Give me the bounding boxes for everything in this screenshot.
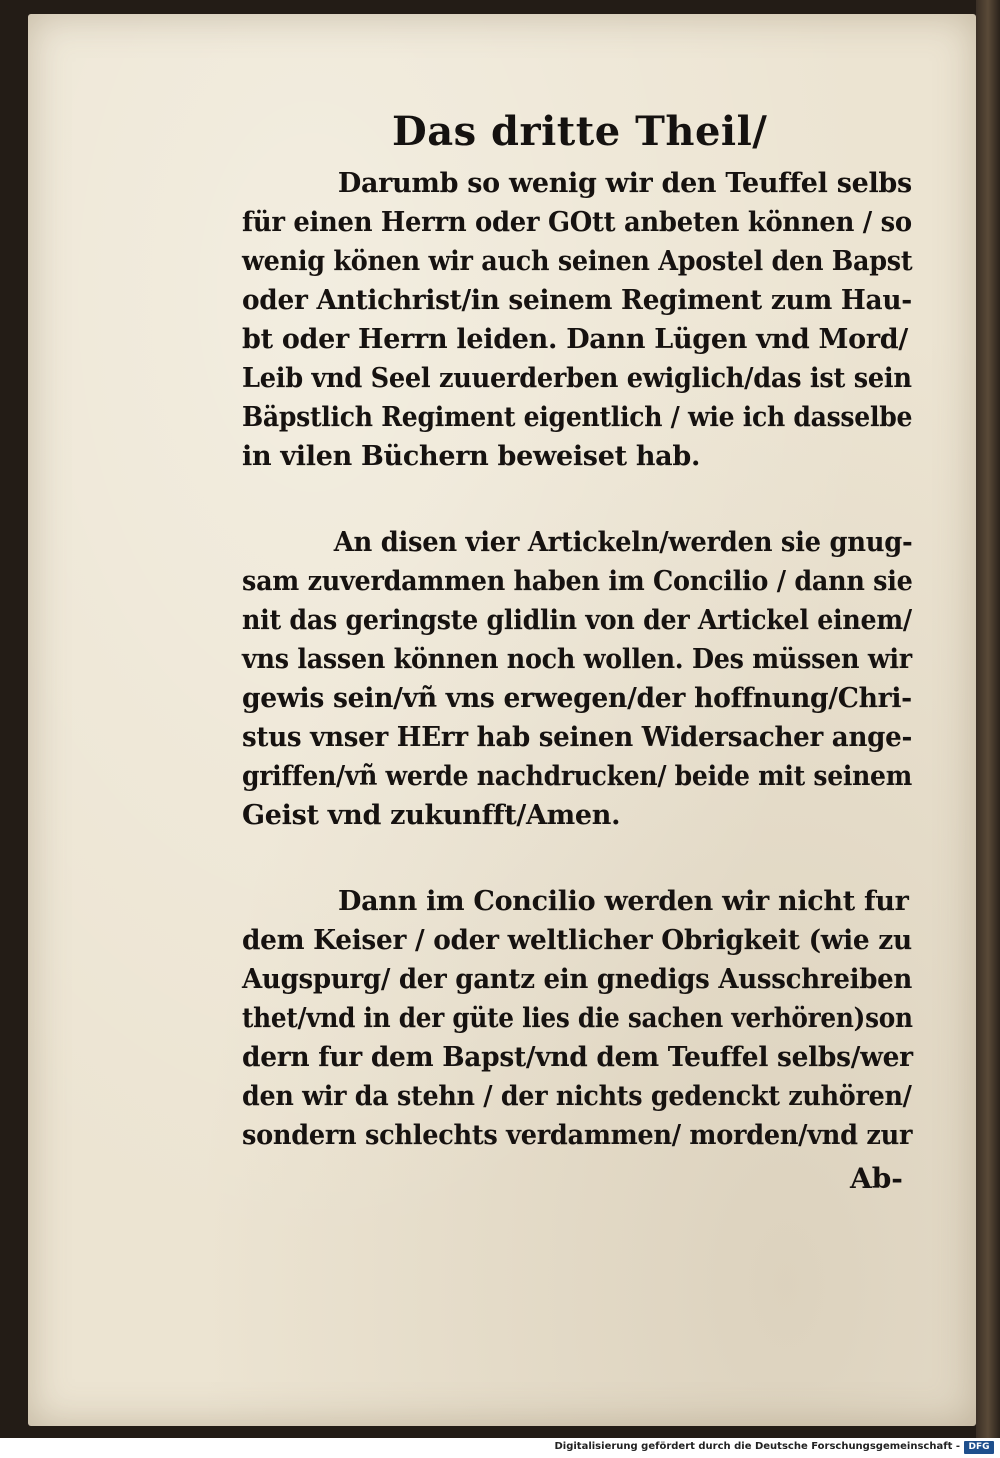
running-head: Das dritte Theil/ [392, 108, 768, 155]
text-line: Leib vnd Seel zuuerderben ewiglich/das ist sein [242, 363, 912, 394]
paragraph-gap [242, 835, 912, 882]
text-line: sam zuverdammen haben im Concilio / dann sie [242, 566, 913, 597]
text-line: den wir da stehn / der nichts gedenckt zuhören/ [242, 1081, 912, 1112]
text-line: thet/vnd in der güte lies die sachen verhören)son [242, 1003, 913, 1034]
paragraph-gap [242, 476, 912, 523]
text-line: in vilen Büchern beweiset hab. [242, 441, 701, 472]
text-line: stus vnser HErr hab seinen Widersacher ange- [242, 722, 913, 753]
text-line: Geist vnd zukunfft/Amen. [242, 800, 621, 831]
text-line: sondern schlechts verdammen/ morden/vnd zur [242, 1120, 913, 1151]
body-text [242, 164, 912, 1155]
text-line: vns lassen können noch wollen. Des müssen wir [242, 644, 912, 675]
funding-credit: Digitalisierung gefördert durch die Deutsche Forschungsgemeinschaft - [554, 1441, 960, 1452]
text-line: Augspurg/ der gantz ein gnedigs Ausschreiben [242, 964, 913, 995]
text-line: dem Keiser / oder weltlicher Obrigkeit (wie zu [242, 925, 912, 956]
dfg-logo: DFG [964, 1441, 994, 1454]
catchword: Ab- [850, 1162, 903, 1195]
text-line: bt oder Herrn leiden. Dann Lügen vnd Mord/ [242, 324, 908, 355]
text-line: gewis sein/vñ vns erwegen/der hoffnung/Chri- [242, 683, 912, 714]
text-line: wenig könen wir auch seinen Apostel den Bapst [242, 246, 913, 277]
text-line: griffen/vñ werde nachdrucken/ beide mit seinem [242, 761, 912, 792]
text-line: Darumb so wenig wir den Teuffel selbs [337, 168, 912, 199]
text-line: nit das geringste glidlin von der Artickel einem/ [242, 605, 912, 636]
text-line: für einen Herrn oder GOtt anbeten können / so [242, 207, 912, 238]
book-spine-edge [976, 0, 1000, 1438]
digitization-footer [0, 1438, 1000, 1458]
text-line: oder Antichrist/in seinem Regiment zum Hau- [242, 285, 912, 316]
text-line: An disen vier Artickeln/werden sie gnug- [333, 527, 913, 558]
text-line: Bäpstlich Regiment eigentlich / wie ich dasselbe [242, 402, 913, 433]
text-line: dern fur dem Bapst/vnd dem Teuffel selbs/wer [242, 1042, 913, 1073]
text-line: Dann im Concilio werden wir nicht fur [338, 886, 909, 917]
